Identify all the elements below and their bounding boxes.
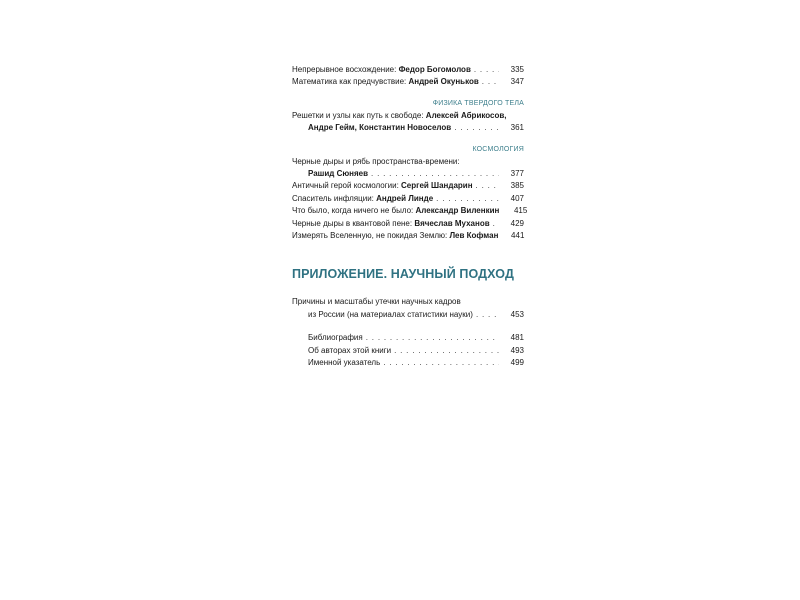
page-number: 335 xyxy=(510,65,524,74)
section-heading-cosmology: КОСМОЛОГИЯ xyxy=(472,145,524,153)
toc-entry[interactable] xyxy=(292,168,524,180)
entry-title: Черные дыры в квантовой пене: Вячеслав Муханов xyxy=(292,218,490,228)
page-number: 429 xyxy=(510,218,524,228)
entry-title: Черные дыры и рябь пространства-времени: xyxy=(292,156,460,166)
page-number: 407 xyxy=(510,193,524,203)
dot-leader xyxy=(366,332,499,344)
entry-title: Именной указатель xyxy=(308,358,381,368)
dot-leader xyxy=(476,309,499,321)
entry-title: Рашид Сюняев xyxy=(308,169,369,179)
toc-entry[interactable] xyxy=(292,230,524,242)
entry-title: Об авторах этой книги xyxy=(308,345,392,355)
dot-leader xyxy=(474,64,499,76)
spacer xyxy=(292,321,524,332)
page-number: 385 xyxy=(510,181,524,191)
dot-leader xyxy=(493,218,499,230)
page-number: 481 xyxy=(510,333,524,343)
section-heading-solid-state: ФИЗИКА ТВЕРДОГО ТЕЛА xyxy=(432,99,524,107)
page-number: 361 xyxy=(510,123,524,133)
entry-title: Библиография xyxy=(308,333,363,343)
entry-title: Математика как предчувствие: Андрей Окуньков xyxy=(292,77,479,87)
toc-entry[interactable] xyxy=(292,309,524,321)
toc-entry[interactable] xyxy=(292,218,524,230)
entry-title: Решетки и узлы как путь к свободе: Алексей Абрикосов, xyxy=(292,110,507,120)
toc-entry-line[interactable] xyxy=(292,110,524,122)
page-number: 493 xyxy=(510,345,524,355)
page-number: 415 xyxy=(513,206,528,216)
toc-entry[interactable] xyxy=(292,180,524,192)
page-number: 377 xyxy=(510,169,524,179)
appendix-title: ПРИЛОЖЕНИЕ. НАУЧНЫЙ ПОДХОД xyxy=(292,267,514,282)
entry-title: Непрерывное восхождение: Федор Богомолов xyxy=(292,65,471,74)
entry-title: из России (на материалах статистики науки) xyxy=(308,309,473,319)
dot-leader xyxy=(476,180,499,192)
toc-entry[interactable] xyxy=(292,332,524,344)
entry-title: Спаситель инфляции: Андрей Линде xyxy=(292,193,434,203)
entry-title: Андре Гейм, Константин Новоселов xyxy=(308,123,452,133)
toc-entry[interactable] xyxy=(292,357,524,369)
page-number: 347 xyxy=(510,77,524,87)
toc-entry[interactable] xyxy=(292,122,524,134)
toc-entry-line[interactable] xyxy=(292,296,524,308)
toc-entry[interactable] xyxy=(292,64,524,76)
entry-title: Измерять Вселенную, не покидая Землю: Лев Кофман xyxy=(292,231,499,241)
dot-leader xyxy=(394,345,499,357)
dot-leader xyxy=(454,122,499,134)
toc-entry[interactable] xyxy=(292,345,524,357)
entry-title: Причины и масштабы утечки научных кадров xyxy=(292,297,461,307)
dot-leader xyxy=(482,76,499,88)
toc-entry-line[interactable] xyxy=(292,156,524,168)
entry-title: Что было, когда ничего не было: Александр Виленкин xyxy=(292,206,500,216)
table-of-contents xyxy=(292,64,528,370)
page-number: 499 xyxy=(510,358,524,368)
dot-leader xyxy=(436,193,499,205)
entry-title: Античный герой космологии: Сергей Шандарин xyxy=(292,181,473,191)
page-number: 453 xyxy=(510,309,524,319)
page-number: 441 xyxy=(511,231,525,241)
dot-leader xyxy=(371,168,499,180)
dot-leader xyxy=(383,357,499,369)
toc-entry[interactable] xyxy=(292,205,528,217)
toc-entry[interactable] xyxy=(292,193,524,205)
toc-entry[interactable] xyxy=(292,76,524,88)
